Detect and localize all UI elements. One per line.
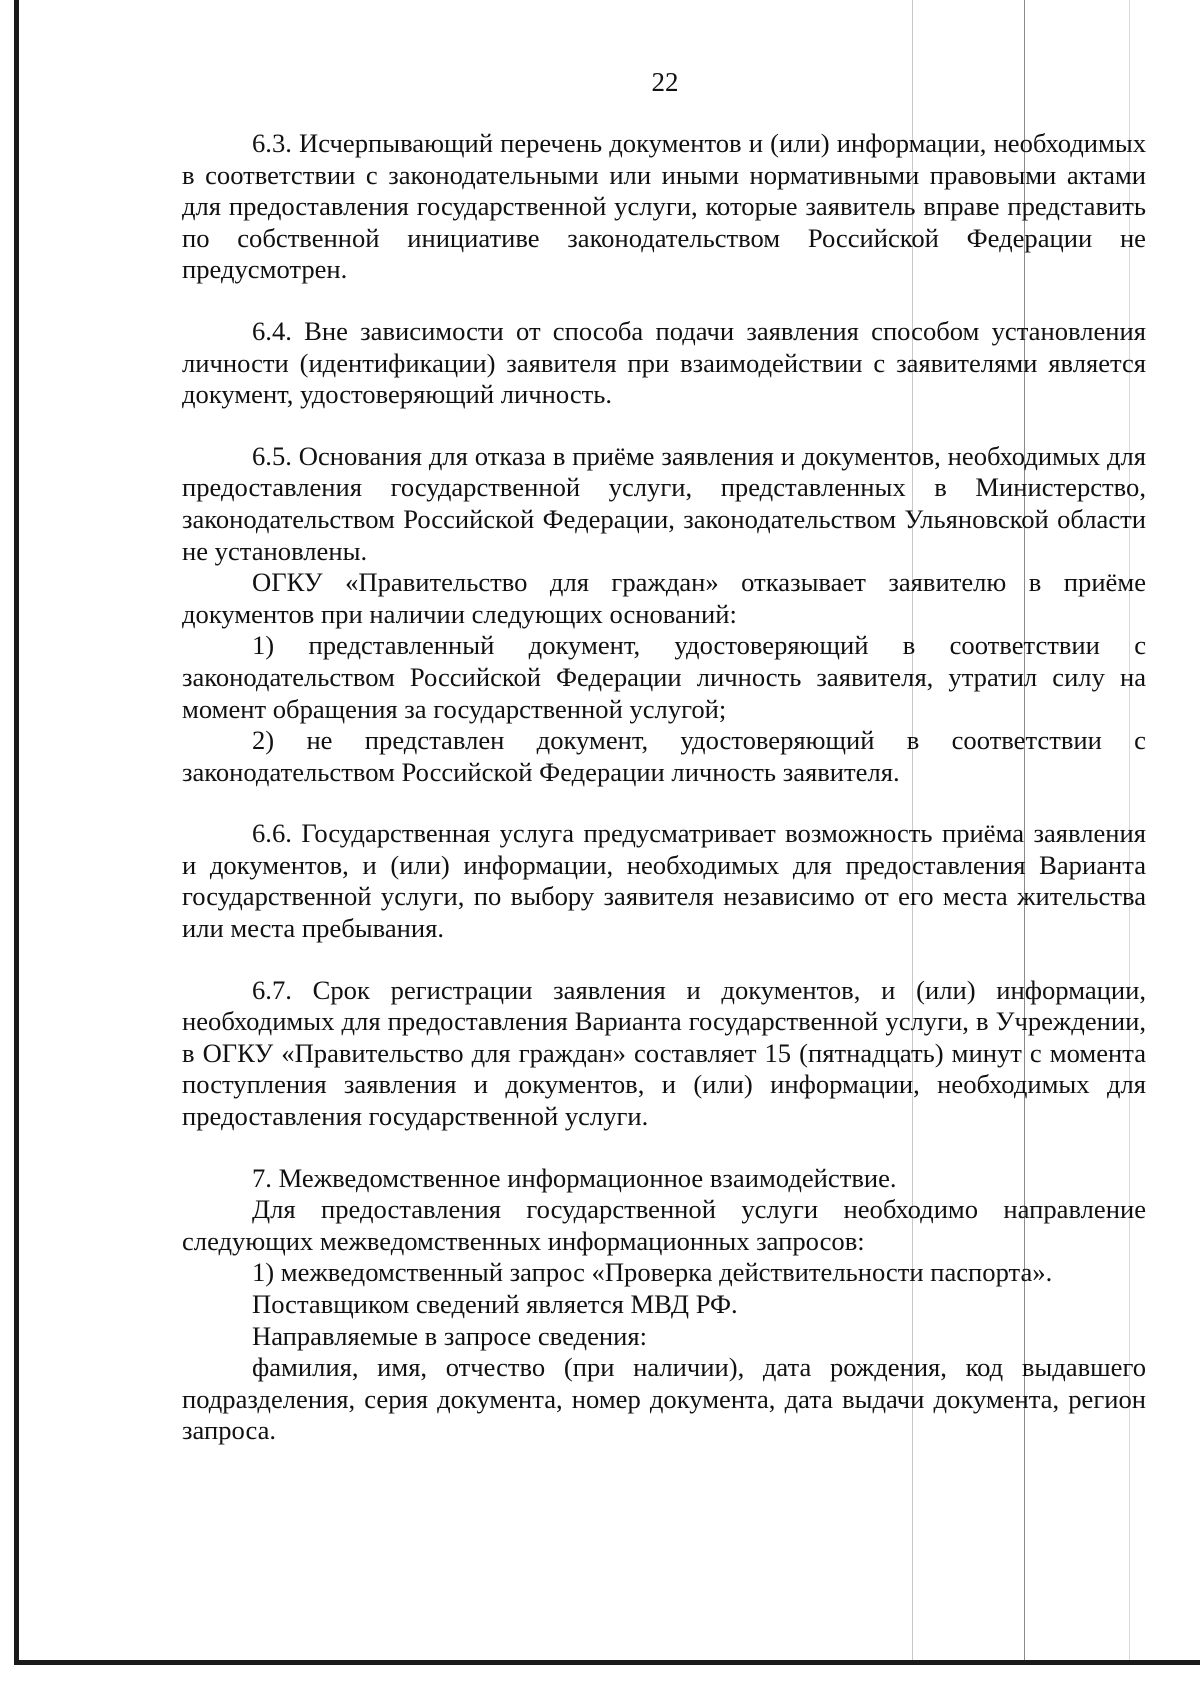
list-item-2: 2) не представлен документ, удостоверяющий в соответствии с законодательством Российской Федерации личность заявителя. [182, 725, 1146, 787]
document-body [182, 128, 1146, 1447]
paragraph-sent-data-label: Направляемые в запросе сведения: [252, 1320, 647, 1351]
paragraph-6-7: 6.7. Срок регистрации заявления и документов, и (или) информации, необходимых для предоставления Варианта государственной услуги, в Учреждении, в ОГКУ «Правительство для граждан» составляет 15 (пятнадцать) минут с момента поступления заявления и документов, и (или) информации, необходимых для предоставления государственной услуги. [182, 974, 1146, 1132]
paragraph-6-4: 6.4. Вне зависимости от способа подачи заявления способом установления личности (идентификации) заявителя при взаимодействии с заявителями является документ, удостоверяющий личность. [182, 315, 1146, 410]
scan-border-bottom [14, 1660, 1200, 1665]
paragraph-provider: Поставщиком сведений является МВД РФ. [252, 1289, 738, 1319]
section-7-heading: 7. Межведомственное информационное взаимодействие. [252, 1162, 897, 1193]
paragraph-request-1: 1) межведомственный запрос «Проверка действительности паспорта». [252, 1257, 1053, 1288]
paragraph-sent-data-fields: фамилия, имя, отчество (при наличии), дата рождения, код выдавшего подразделения, серия документа, номер документа, дата выдачи документа, регион запроса. [182, 1352, 1146, 1446]
list-item-1: 1) представленный документ, удостоверяющий в соответствии с законодательством Российской Федерации личность заявителя, утратил силу на момент обращения за государственной услугой; [182, 630, 1146, 724]
scan-border-left [14, 0, 19, 1664]
page-number: 22 [651, 67, 679, 97]
paragraph-requests-intro: Для предоставления государственной услуги необходимо направление следующих межведомственных информационных запросов: [182, 1194, 1146, 1256]
paragraph-ogku-refusal: ОГКУ «Правительство для граждан» отказывает заявителю в приёме документов при наличии следующих оснований: [182, 567, 1146, 629]
paragraph-6-3: 6.3. Исчерпывающий перечень документов и (или) информации, необходимых в соответствии с законодательными или иными нормативными правовыми актами для предоставления государственной услуги, которые заявитель вправе представить по собственной инициативе законодательством Российской Федерации не предусмотрен. [182, 128, 1146, 285]
paragraph-6-5: 6.5. Основания для отказа в приёме заявления и документов, необходимых для предоставления государственной услуги, представленных в Министерство, законодательством Российской Федерации, законодательством Ульяновской области не установлены. [182, 440, 1146, 566]
paragraph-6-6: 6.6. Государственная услуга предусматривает возможность приёма заявления и документов, и (или) информации, необходимых для предоставления Варианта государственной услуги, по выбору заявителя независимо от его места жительства или места пребывания. [182, 818, 1146, 944]
